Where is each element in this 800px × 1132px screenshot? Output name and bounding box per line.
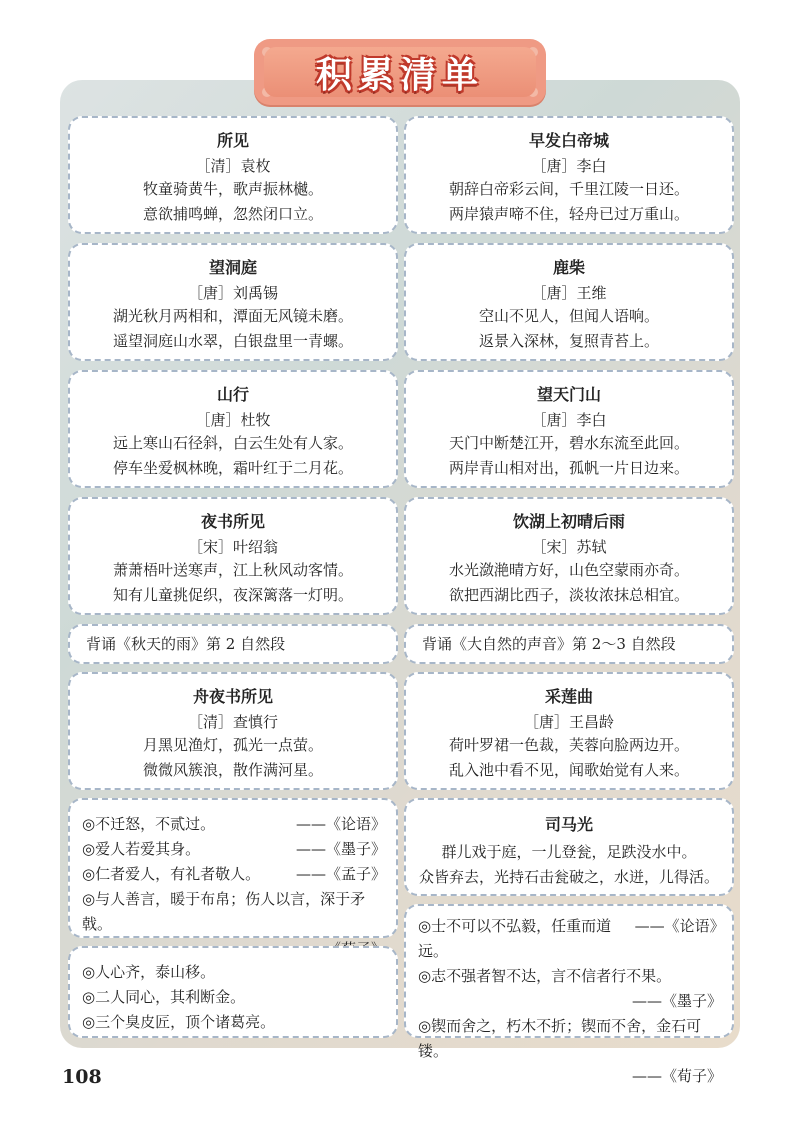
story-line: 群儿戏于庭，一儿登瓮，足跌没水中。 <box>441 843 697 861</box>
poem-title: 舟夜书所见 <box>192 687 273 706</box>
poem-card-zaofa-baidicheng <box>404 116 734 234</box>
quote-row <box>82 862 386 887</box>
quotes-card-classics <box>68 798 398 938</box>
quote-row <box>418 914 725 964</box>
proverb-line: ◎三个臭皮匠，顶个诸葛亮。 <box>82 1013 276 1031</box>
poem-line: 牧童骑黄牛，歌声振林樾。 <box>142 180 323 198</box>
poem-line: 水光潋滟晴方好，山色空蒙雨亦奇。 <box>448 561 689 579</box>
page-title: 积累清单 <box>315 54 484 96</box>
poem-line: 两岸猿声啼不住，轻舟已过万重山。 <box>448 205 689 223</box>
quote-source: ——《墨子》 <box>631 992 722 1010</box>
proverb-line: ◎二人同心，其利断金。 <box>82 988 246 1006</box>
poem-line: 知有儿童挑促织，夜深篱落一灯明。 <box>112 586 353 604</box>
poem-card-cailian-qu <box>404 672 734 790</box>
quote-text: ◎不迁怒，不贰过。 <box>82 815 216 833</box>
poem-line: 两岸青山相对出，孤帆一片日边来。 <box>448 459 689 477</box>
poem-title: 鹿柴 <box>552 258 585 277</box>
story-card-simaguang <box>404 798 734 896</box>
recite-text: 背诵《大自然的声音》第 2～3 自然段 <box>422 635 676 653</box>
poem-line: 乱入池中看不见，闻歌始觉有人来。 <box>448 761 689 779</box>
story-line: 众皆弃去，光持石击瓮破之，水迸，儿得活。 <box>418 868 719 886</box>
quote-source: ——《荀子》 <box>631 1067 722 1085</box>
poem-line: 遥望洞庭山水翠，白银盘里一青螺。 <box>112 332 353 350</box>
poem-line: 天门中断楚江开，碧水东流至此回。 <box>448 434 689 452</box>
quote-text: ◎仁者爱人，有礼者敬人。 <box>82 865 261 883</box>
quote-source: ——《论语》 <box>295 815 386 833</box>
poem-card-shanxing <box>68 370 398 488</box>
poem-title: 望洞庭 <box>208 258 257 277</box>
quote-source: ——《墨子》 <box>295 840 386 858</box>
title-badge <box>254 39 546 105</box>
poem-line: 欲把西湖比西子，淡妆浓抹总相宜。 <box>448 586 689 604</box>
quote-row <box>82 812 386 837</box>
story-title: 司马光 <box>544 815 593 834</box>
poem-title: 早发白帝城 <box>528 131 609 150</box>
poem-title: 望天门山 <box>536 385 601 404</box>
poem-card-luzhai <box>404 243 734 361</box>
poem-line: 萧萧梧叶送寒声，江上秋风动客情。 <box>112 561 353 579</box>
title-inner <box>264 47 536 97</box>
recite-card-left <box>68 624 398 664</box>
poem-line: 返景入深林，复照青苔上。 <box>478 332 659 350</box>
poem-line: 月黑见渔灯，孤光一点萤。 <box>142 736 323 754</box>
poem-title: 山行 <box>216 385 249 404</box>
poem-card-suojian <box>68 116 398 234</box>
quote-text: ◎锲而舍之，朽木不折；锲而不舍，金石可镂。 <box>418 1017 702 1060</box>
poem-card-yeshu-suojian <box>68 497 398 615</box>
poem-title: 饮湖上初晴后雨 <box>512 512 625 531</box>
poem-author: ［清］袁枚 <box>195 157 271 175</box>
poem-author: ［唐］王维 <box>531 284 607 302</box>
poem-line: 远上寒山石径斜，白云生处有人家。 <box>112 434 353 452</box>
poem-author: ［宋］叶绍翁 <box>187 538 278 556</box>
quote-row <box>82 837 386 862</box>
quote-text: ◎与人善言，暖于布帛；伤人以言，深于矛戟。 <box>82 890 366 933</box>
poem-card-wang-dongting <box>68 243 398 361</box>
poem-author: ［唐］刘禹锡 <box>187 284 278 302</box>
quote-source: ——《孟子》 <box>295 865 386 883</box>
poem-author: ［唐］王昌龄 <box>523 713 614 731</box>
poem-author: ［唐］李白 <box>531 157 607 175</box>
poem-author: ［宋］苏轼 <box>531 538 607 556</box>
poem-title: 夜书所见 <box>200 512 265 531</box>
poem-line: 湖光秋月两相和，潭面无风镜未磨。 <box>112 307 353 325</box>
poem-title: 所见 <box>216 131 249 150</box>
poem-line: 朝辞白帝彩云间，千里江陵一日还。 <box>448 180 689 198</box>
poem-line: 荷叶罗裙一色裁，芙蓉向脸两边开。 <box>448 736 689 754</box>
recite-text: 背诵《秋天的雨》第 2 自然段 <box>86 635 286 653</box>
quotes-card-aspiration <box>404 904 734 1085</box>
poem-title: 采莲曲 <box>544 687 593 706</box>
poem-line: 意欲捕鸣蝉，忽然闭口立。 <box>142 205 323 223</box>
quote-text: ◎志不强者智不达，言不信者行不果。 <box>418 967 672 985</box>
poem-author: ［唐］李白 <box>531 411 607 429</box>
page-number: 108 <box>62 1066 102 1088</box>
poem-line: 停车坐爱枫林晚，霜叶红于二月花。 <box>112 459 353 477</box>
quote-source: ——《论语》 <box>634 917 725 935</box>
poem-card-yin-hushang <box>404 497 734 615</box>
poem-line: 微微风簇浪，散作满河星。 <box>142 761 323 779</box>
poem-author: ［唐］杜牧 <box>195 411 271 429</box>
proverbs-card <box>68 946 398 1038</box>
quote-text: ◎爱人若爱其身。 <box>82 840 201 858</box>
proverb-line: ◎人心齐，泰山移。 <box>82 963 216 981</box>
quote-text: ◎士不可以不弘毅，任重而道远。 <box>418 917 612 960</box>
poem-author: ［清］查慎行 <box>187 713 278 731</box>
poem-card-zhouye-shu-suojian <box>68 672 398 790</box>
recite-card-right <box>404 624 734 664</box>
poem-card-wang-tianmenshan <box>404 370 734 488</box>
poem-line: 空山不见人，但闻人语响。 <box>478 307 659 325</box>
